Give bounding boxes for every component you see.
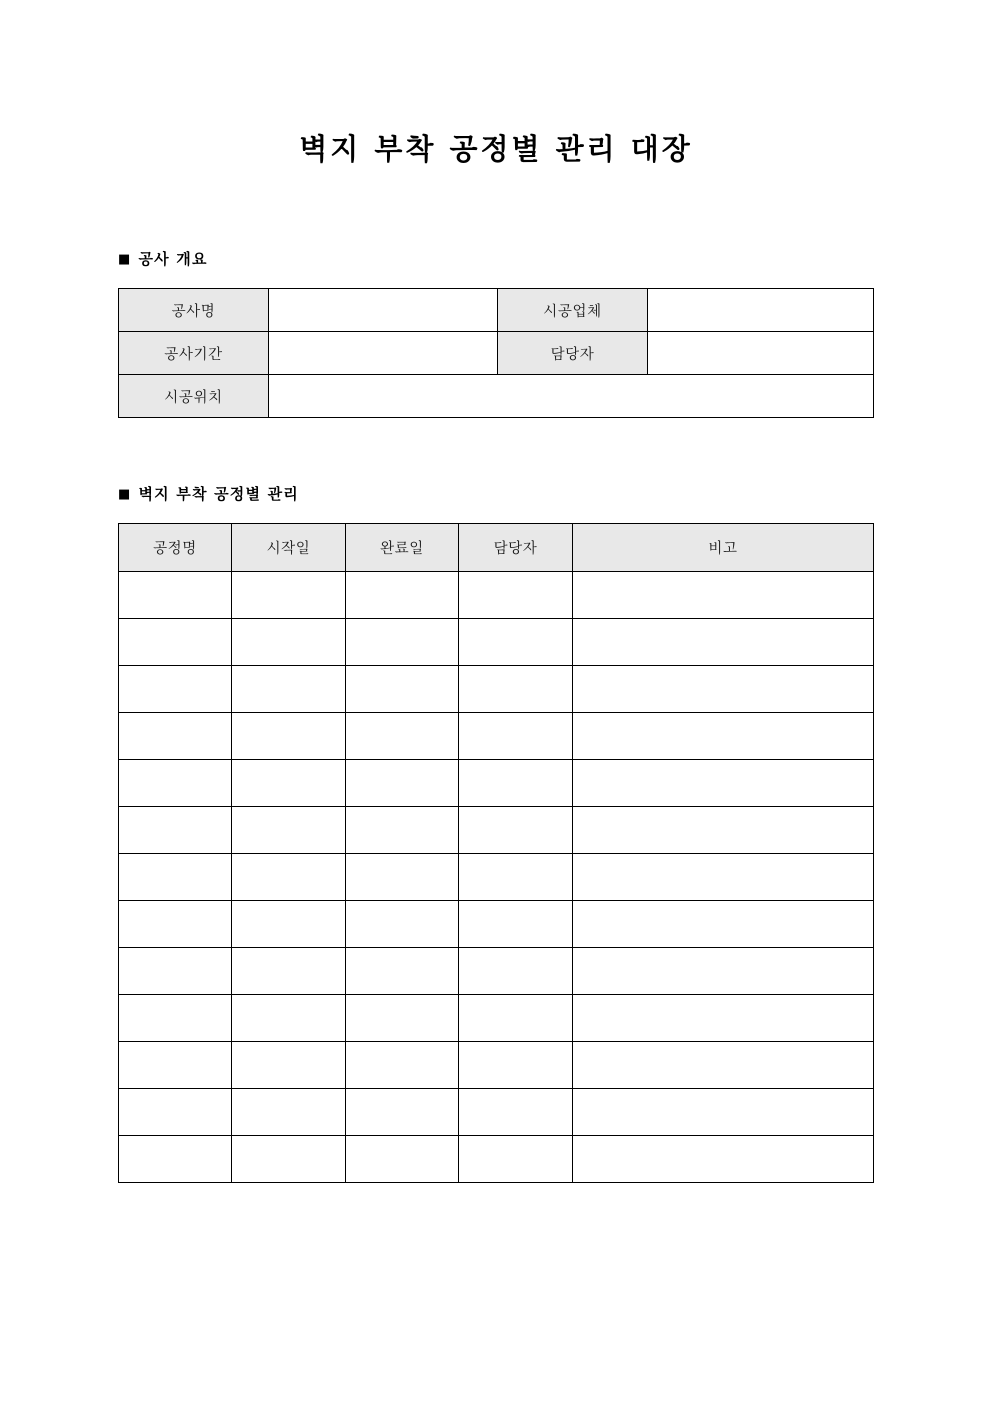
column-header-start-date: 시작일: [232, 524, 346, 572]
cell-end-date[interactable]: [346, 1042, 459, 1089]
table-row: [119, 760, 874, 807]
cell-manager[interactable]: [459, 807, 573, 854]
table-row: [119, 289, 874, 332]
section-heading-overview: [118, 250, 208, 268]
value-cell-contractor[interactable]: [648, 289, 874, 332]
table-row: [119, 713, 874, 760]
table-row: [119, 1136, 874, 1183]
table-row: [119, 948, 874, 995]
cell-manager[interactable]: [459, 995, 573, 1042]
cell-process-name[interactable]: [119, 760, 232, 807]
table-row: [119, 375, 874, 418]
table-row: [119, 901, 874, 948]
label-cell-contractor: 시공업체: [498, 289, 648, 332]
cell-start-date[interactable]: [232, 948, 346, 995]
cell-end-date[interactable]: [346, 948, 459, 995]
cell-process-name[interactable]: [119, 901, 232, 948]
cell-start-date[interactable]: [232, 901, 346, 948]
cell-end-date[interactable]: [346, 666, 459, 713]
cell-start-date[interactable]: [232, 666, 346, 713]
cell-manager[interactable]: [459, 1089, 573, 1136]
cell-remarks[interactable]: [573, 619, 874, 666]
label-cell-project-period: 공사기간: [119, 332, 269, 375]
cell-end-date[interactable]: [346, 901, 459, 948]
cell-remarks[interactable]: [573, 807, 874, 854]
table-row: [119, 666, 874, 713]
cell-remarks[interactable]: [573, 854, 874, 901]
cell-end-date[interactable]: [346, 854, 459, 901]
cell-start-date[interactable]: [232, 760, 346, 807]
cell-manager[interactable]: [459, 1136, 573, 1183]
cell-process-name[interactable]: [119, 572, 232, 619]
cell-process-name[interactable]: [119, 1042, 232, 1089]
section-heading-process: [118, 485, 299, 503]
cell-remarks[interactable]: [573, 995, 874, 1042]
section-heading-process-label: 벽지 부착 공정별 관리: [138, 485, 299, 503]
label-cell-project-name: 공사명: [119, 289, 269, 332]
cell-remarks[interactable]: [573, 1042, 874, 1089]
cell-end-date[interactable]: [346, 713, 459, 760]
table-row: [119, 572, 874, 619]
table-row: [119, 1042, 874, 1089]
table-row: [119, 807, 874, 854]
cell-end-date[interactable]: [346, 1136, 459, 1183]
cell-end-date[interactable]: [346, 1089, 459, 1136]
section-heading-overview-label: 공사 개요: [138, 250, 208, 268]
table-row: [119, 332, 874, 375]
label-cell-work-location: 시공위치: [119, 375, 269, 418]
cell-remarks[interactable]: [573, 1089, 874, 1136]
cell-process-name[interactable]: [119, 854, 232, 901]
cell-end-date[interactable]: [346, 760, 459, 807]
square-bullet-icon: ■: [118, 252, 132, 267]
cell-process-name[interactable]: [119, 995, 232, 1042]
page-title: 벽지 부착 공정별 관리 대장: [299, 132, 693, 166]
cell-manager[interactable]: [459, 619, 573, 666]
cell-start-date[interactable]: [232, 713, 346, 760]
cell-end-date[interactable]: [346, 995, 459, 1042]
process-management-table: [118, 523, 874, 1183]
cell-process-name[interactable]: [119, 619, 232, 666]
cell-manager[interactable]: [459, 713, 573, 760]
cell-start-date[interactable]: [232, 854, 346, 901]
value-cell-manager[interactable]: [648, 332, 874, 375]
cell-remarks[interactable]: [573, 572, 874, 619]
label-cell-manager: 담당자: [498, 332, 648, 375]
cell-remarks[interactable]: [573, 666, 874, 713]
cell-start-date[interactable]: [232, 995, 346, 1042]
cell-manager[interactable]: [459, 1042, 573, 1089]
cell-end-date[interactable]: [346, 572, 459, 619]
cell-remarks[interactable]: [573, 948, 874, 995]
cell-remarks[interactable]: [573, 901, 874, 948]
cell-process-name[interactable]: [119, 1136, 232, 1183]
cell-process-name[interactable]: [119, 666, 232, 713]
cell-manager[interactable]: [459, 666, 573, 713]
construction-overview-table: [118, 288, 874, 418]
cell-start-date[interactable]: [232, 807, 346, 854]
cell-process-name[interactable]: [119, 807, 232, 854]
column-header-remarks: 비고: [573, 524, 874, 572]
value-cell-project-name[interactable]: [269, 289, 498, 332]
cell-start-date[interactable]: [232, 1136, 346, 1183]
table-row: [119, 854, 874, 901]
cell-start-date[interactable]: [232, 1042, 346, 1089]
cell-manager[interactable]: [459, 948, 573, 995]
column-header-manager: 담당자: [459, 524, 573, 572]
cell-start-date[interactable]: [232, 572, 346, 619]
cell-manager[interactable]: [459, 854, 573, 901]
cell-remarks[interactable]: [573, 760, 874, 807]
cell-remarks[interactable]: [573, 1136, 874, 1183]
table-row: [119, 995, 874, 1042]
cell-remarks[interactable]: [573, 713, 874, 760]
column-header-process-name: 공정명: [119, 524, 232, 572]
cell-process-name[interactable]: [119, 713, 232, 760]
column-header-end-date: 완료일: [346, 524, 459, 572]
table-row: [119, 619, 874, 666]
cell-manager[interactable]: [459, 572, 573, 619]
square-bullet-icon: ■: [118, 487, 132, 502]
cell-start-date[interactable]: [232, 1089, 346, 1136]
value-cell-project-period[interactable]: [269, 332, 498, 375]
cell-manager[interactable]: [459, 901, 573, 948]
table-header-row: [119, 524, 874, 572]
value-cell-work-location[interactable]: [269, 375, 874, 418]
cell-manager[interactable]: [459, 760, 573, 807]
cell-process-name[interactable]: [119, 948, 232, 995]
table-row: [119, 1089, 874, 1136]
cell-process-name[interactable]: [119, 1089, 232, 1136]
cell-start-date[interactable]: [232, 619, 346, 666]
cell-end-date[interactable]: [346, 807, 459, 854]
cell-end-date[interactable]: [346, 619, 459, 666]
